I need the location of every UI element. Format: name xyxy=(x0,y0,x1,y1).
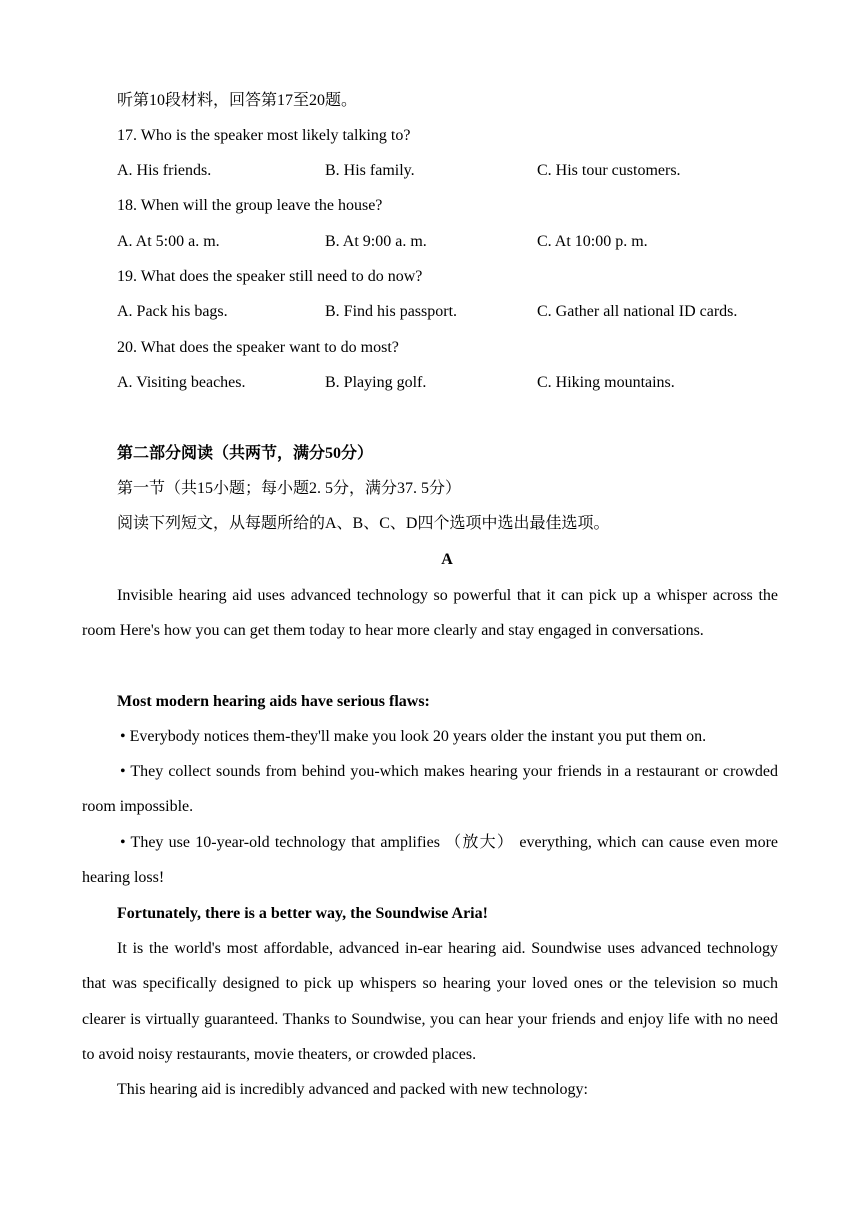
options-20 xyxy=(0,373,860,393)
option-c: C. His tour customers. xyxy=(537,162,681,179)
option-b: B. At 9:00 a. m. xyxy=(325,233,427,250)
option-c: C. Gather all national ID cards. xyxy=(537,303,738,320)
instructions: 阅读下列短文，从每题所给的A、B、C、D四个选项中选出最佳选项。 xyxy=(117,515,610,532)
option-a: A. At 5:00 a. m. xyxy=(117,233,220,250)
bullet-2: • They collect sounds from behind you-which makes hearing your friends in a restaurant or crowded room impossible. xyxy=(82,763,778,816)
listening-intro: 听第10段材料，回答第17至20题。 xyxy=(117,92,358,109)
paragraph-3: This hearing aid is incredibly advanced and packed with new technology: xyxy=(117,1081,588,1098)
flaws-heading: Most modern hearing aids have serious flaws: xyxy=(117,693,430,710)
option-c: C. At 10:00 p. m. xyxy=(537,233,648,250)
option-b: B. His family. xyxy=(325,162,415,179)
bullet-1: • Everybody notices them-they'll make you look 20 years older the instant you put them on. xyxy=(120,728,707,745)
option-c: C. Hiking mountains. xyxy=(537,374,675,391)
better-heading: Fortunately, there is a better way, the Soundwise Aria! xyxy=(117,905,488,922)
question-17: 17. Who is the speaker most likely talking to? xyxy=(117,127,411,144)
option-b: B. Playing golf. xyxy=(325,374,427,391)
option-a: A. Pack his bags. xyxy=(117,303,228,320)
part-title: 第二部分阅读（共两节，满分50分） xyxy=(117,445,374,462)
bullet-3: • They use 10-year-old technology that amplifies （放大） everything, which can cause even more hearing loss! xyxy=(82,834,778,887)
paragraph-2: It is the world's most affordable, advanced in-ear hearing aid. Soundwise uses advanced technology that was specifically designed to pick up whispers so hearing your loved ones or the television so much clearer is virtually guaranteed. Thanks to Soundwise, you can hear your friends and enjoy life with no need to avoid noisy restaurants, movie theaters, or crowded places. xyxy=(82,940,778,1063)
question-19: 19. What does the speaker still need to do now? xyxy=(117,268,423,285)
option-a: A. Visiting beaches. xyxy=(117,374,246,391)
paragraph-1: Invisible hearing aid uses advanced technology so powerful that it can pick up a whisper across the room Here's how you can get them today to hear more clearly and stay engaged in conversations. xyxy=(82,587,778,640)
question-20: 20. What does the speaker want to do most? xyxy=(117,339,399,356)
option-b: B. Find his passport. xyxy=(325,303,458,320)
option-a: A. His friends. xyxy=(117,162,212,179)
options-17 xyxy=(0,161,860,181)
options-19 xyxy=(0,302,860,322)
options-18 xyxy=(0,232,860,252)
question-18: 18. When will the group leave the house? xyxy=(117,197,383,214)
passage-label: A xyxy=(441,551,453,568)
section-title: 第一节（共15小题；每小题2. 5分，满分37. 5分） xyxy=(117,480,462,497)
